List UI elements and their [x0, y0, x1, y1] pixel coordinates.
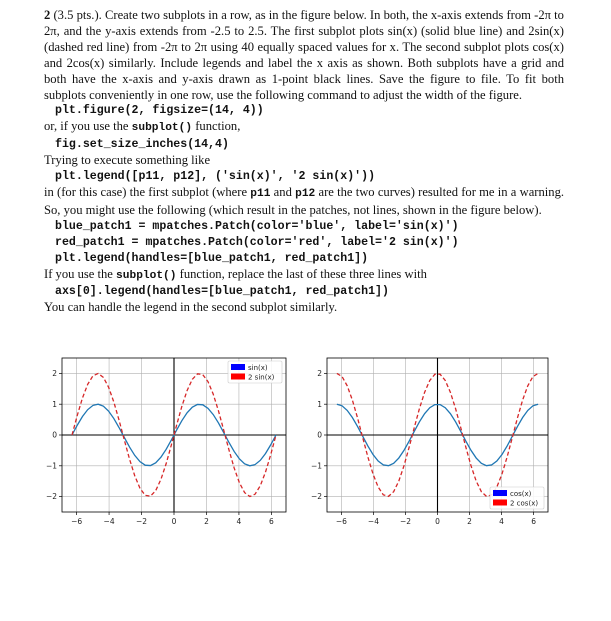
- x-tick-label: −4: [103, 517, 115, 526]
- x-tick-label: −2: [399, 517, 412, 526]
- code-blue-patch: blue_patch1 = mpatches.Patch(color='blue', label='sin(x)'): [55, 219, 459, 233]
- warn-text-2: and: [270, 184, 296, 199]
- legend-label: 2 sin(x): [248, 373, 275, 382]
- warn-p12: p12: [295, 187, 316, 200]
- legend-swatch: [493, 500, 507, 506]
- y-tick-label: 1: [52, 399, 57, 409]
- code-axs-legend: axs[0].legend(handles=[blue_patch1, red_patch1]): [55, 285, 389, 299]
- code-handles: plt.legend(handles=[blue_patch1, red_patch1]): [55, 251, 369, 265]
- subplot-cos: [290, 352, 560, 532]
- warn-p11: p11: [250, 187, 271, 200]
- warning-paragraph: [44, 185, 564, 219]
- code-set-size: fig.set_size_inches(14,4): [55, 138, 229, 152]
- y-tick-label: −2: [45, 492, 57, 502]
- assignment-text: [44, 8, 564, 316]
- x-tick-label: −2: [136, 517, 148, 526]
- trying-line: Trying to execute something like: [44, 153, 211, 168]
- y-tick-label: −1: [310, 461, 322, 471]
- warn-text-3: are the two curves) resulted for me in a warning. So, you might use the following (which result in the patches, not lines, shown in the figure below).: [44, 184, 565, 217]
- x-tick-label: 4: [236, 517, 242, 526]
- problem-points: (3.5 pts.).: [53, 8, 102, 22]
- x-tick-label: −6: [335, 517, 347, 526]
- if-text-2: function, replace the last of these three lines with: [176, 266, 427, 281]
- legend-swatch: [231, 374, 245, 380]
- x-tick-label: 2: [467, 517, 472, 526]
- legend-swatch: [231, 364, 245, 370]
- x-tick-label: 0: [171, 517, 177, 526]
- if-code: subplot(): [116, 269, 177, 282]
- problem-number: 2: [44, 8, 51, 22]
- x-tick-label: 6: [531, 517, 536, 526]
- x-tick-label: 4: [499, 517, 504, 526]
- y-tick-label: 0: [317, 430, 322, 440]
- legend-label: sin(x): [248, 363, 268, 372]
- y-tick-label: 2: [317, 369, 322, 378]
- y-tick-label: 0: [52, 430, 57, 440]
- x-tick-label: 0: [435, 517, 440, 526]
- legend-swatch: [493, 490, 507, 496]
- closing-line: You can handle the legend in the second subplot similarly.: [44, 300, 338, 315]
- warn-text-1: in (for this case) the first subplot (where: [44, 184, 251, 199]
- legend-label: 2 cos(x): [510, 499, 539, 508]
- x-tick-label: −4: [367, 517, 379, 526]
- y-tick-label: −2: [310, 492, 322, 502]
- y-tick-label: 1: [317, 399, 322, 409]
- or-prefix: or, if you use the: [44, 119, 132, 134]
- code-red-patch: red_patch1 = mpatches.Patch(color='red', label='2 sin(x)'): [55, 235, 459, 249]
- x-tick-label: 6: [269, 517, 274, 526]
- code-legend: plt.legend([p11, p12], ('sin(x)', '2 sin(x)')): [55, 170, 376, 184]
- y-tick-label: −1: [45, 461, 57, 471]
- if-text-1: If you use the: [44, 266, 117, 281]
- x-tick-label: −6: [71, 517, 83, 526]
- if-line: [44, 267, 564, 285]
- or-suffix: function,: [192, 119, 241, 134]
- or-line: [44, 119, 564, 137]
- or-code: subplot(): [131, 122, 193, 135]
- subplot-sin: [28, 352, 298, 532]
- code-figure: plt.figure(2, figsize=(14, 4)): [55, 104, 264, 118]
- x-tick-label: 2: [204, 517, 209, 526]
- legend-label: cos(x): [510, 489, 532, 498]
- y-tick-label: 2: [52, 369, 57, 378]
- problem-description: Create two subplots in a row, as in the figure below. In both, the x-axis extends from -2π to 2π, and the y-axis extends from -2.5 to 2.5. The first subplot plots sin(x) (solid blue line) and 2sin(x) (dashed red line) from -2π to 2π using 40 equally spaced values for x. The second subplot plots cos(x) and 2cos(x) similarly. Include legends and label the x axis as shown. Both subplots have a grid and both have the x-axis and y-axis drawn as 1-point black lines. Save the figure to file. To fit both subplots conveniently in one row, use the following command to adjust the width of the figure.: [44, 8, 564, 102]
- problem-intro: [44, 8, 564, 103]
